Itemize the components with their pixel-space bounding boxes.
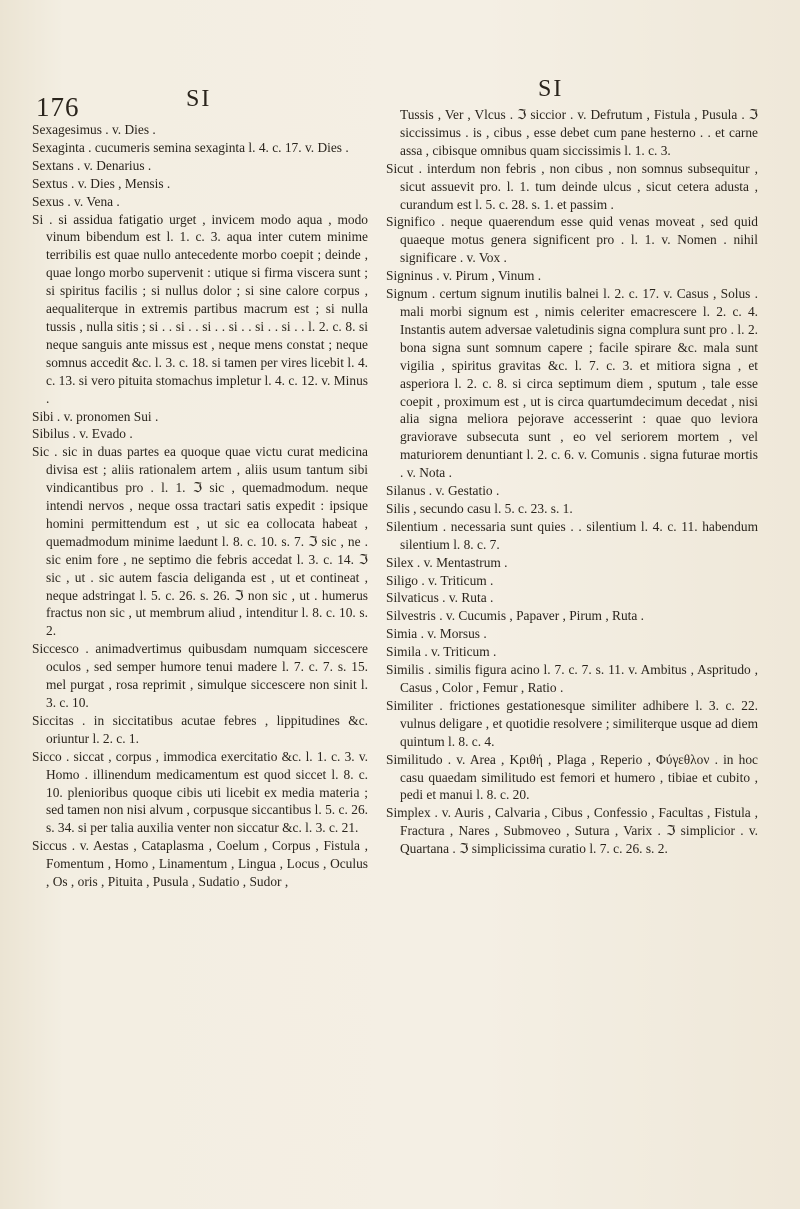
index-entry-simila: Simila . v. Triticum . — [386, 644, 497, 660]
index-entry-sic: Sic . sic in duas partes ea quoque quae victu curat medicina divisa est ; aliis rationalem artem , aliis usum tantum sibi vindicantibus pro . l. 1. ℑ sic , quemadmodum. neque intendi nervos , neque ossa tractari satis expedit : ipsique homini permittendum est , ut sic ea collocata habeat , quemadmodum minime laedunt l. 8. c. 10. s. 7. ℑ sic , ne . sic enim fore , ne septimo die febris accedat l. 3. c. 14. ℑ sic , ut . sic autem fascia deliganda est , ut et contineat , neque adstringat l. 5. c. 26. s. 26. ℑ non sic , ut . humerus fractus non sic , ut membrum aliud , intenditur l. 8. c. 10. s. 2. — [32, 444, 368, 639]
index-entry-similiter: Similiter . frictiones gestationesque similiter adhibere l. 3. c. 22. vulnus deligare , et quotidie resolvere ; similiterque usque ad diem quintum l. 8. c. 4. — [386, 697, 758, 749]
index-entry-sexus: Sexus . v. Vena . — [32, 193, 120, 209]
index-entry-silis: Silis , secundo casu l. 5. c. 23. s. 1. — [386, 500, 573, 516]
index-entry-silex: Silex . v. Mentastrum . — [386, 554, 508, 570]
running-head-left: SI — [186, 86, 212, 112]
index-entry-sicut: Sicut . interdum non febris , non cibus , non somnus subsequitur , sicut assuevit pro. l. 1. tum deinde ulcus , sicut cetera adusta , curandum est l. 5. c. 28. s. 1. et passim . — [386, 160, 758, 212]
index-entry-significo: Significo . neque quaerendum esse quid venas moveat , sed quid quaeque motus genera significent pro . l. 1. v. Nomen . nihil significare . v. Vox . — [386, 214, 758, 266]
index-entry-silanus: Silanus . v. Gestatio . — [386, 483, 500, 499]
index-entry-similis: Similis . similis figura acino l. 7. c. 7. s. 11. v. Ambitus , Aspritudo , Casus , Color , Femur , Ratio . — [386, 662, 758, 695]
index-entry-similitudo: Similitudo . v. Area , Κριθή , Plaga , Reperio , Φύγεθλον . in hoc casu quaedam similitudo est femori et humero , tibiae et cubito , pedi et manui l. 8. c. 20. — [386, 751, 758, 803]
left-column — [32, 121, 368, 891]
running-head-right: SI — [538, 76, 564, 102]
index-entry-sicco: Sicco . siccat , corpus , immodica exercitatio &c. l. 1. c. 3. v. Homo . illinendum medicamentum est quod siccet l. 8. c. 10. plenioribus quoque cibis uti licebit ex media materia ; sed tamen non nisi alvum , corpusque siccantibus l. 5. c. 26. s. 34. si per talia auxilia venter non siccatur &c. l. 3. c. 21. — [32, 748, 368, 836]
index-entry-sibilus: Sibilus . v. Evado . — [32, 426, 133, 442]
index-entry-siccus: Siccus . v. Aestas , Cataplasma , Coelum , Corpus , Fistula , Fomentum , Homo , Linamentum , Lingua , Locus , Oculus , Os , oris , Pituita , Pusula , Sudatio , Sudor , — [32, 838, 368, 890]
index-entry-signinus: Signinus . v. Pirum , Vinum . — [386, 268, 542, 284]
index-entry-siligo: Siligo . v. Triticum . — [386, 572, 494, 588]
index-entry-sibi: Sibi . v. pronomen Sui . — [32, 408, 159, 424]
index-entry-siccus-continued: Tussis , Ver , Vlcus . ℑ siccior . v. Defrutum , Fistula , Pusula . ℑ siccissimus . is , cibus , esse debet cum pane hesterno . . et carne assa , cibisque omnibus quam siccissimis l. 1. c. 3. — [400, 107, 758, 158]
index-entry-simia: Simia . v. Morsus . — [386, 626, 487, 642]
index-entry-silentium: Silentium . necessaria sunt quies . . silentium l. 4. c. 11. habendum silentium l. 8. c. 7. — [386, 518, 758, 552]
page-number: 176 — [36, 92, 80, 122]
index-entry-sexagesimus: Sexagesimus . v. Dies . — [32, 122, 156, 137]
right-column — [386, 106, 758, 858]
index-entry-signum: Signum . certum signum inutilis balnei l. 2. c. 17. v. Casus , Solus . mali morbi signum est , nimis celeriter emacrescere l. 2. c. 4. Instantis autem adversae valetudinis signa complura sunt pro . l. 2. bona signa sunt somnum capere ; facile spirare &c. mala sunt vigilia , spiritus gravitas &c. l. 7. c. 3. et mitiora signa , et asperiora l. 2. c. 8. si circa septimum diem , sputum , tale esse coepit , proximum est , ut is circa quartumdecimum decedat , nisi alia signa meliora pejorave accesserint : quae quo leviora graviorave subsecuta sunt , eo vel seriorem mortem , vel maturiorem denuntiant l. 2. c. 6. v. Comunis . signa futurae mortis . v. Nota . — [386, 286, 758, 481]
index-entry-sextus: Sextus . v. Dies , Mensis . — [32, 175, 171, 191]
index-entry-siccitas: Siccitas . in siccitatibus acutae febres , lippitudines &c. oriuntur l. 2. c. 1. — [32, 712, 368, 746]
index-entry-sextans: Sextans . v. Denarius . — [32, 157, 152, 173]
index-entry-si: Si . si assidua fatigatio urget , invicem modo aqua , modo vinum bibendum est l. 1. c. 3. aqua inter cutem minime terribilis est quae nullo antecedente morbo coepit ; deinde , quae longo morbo supervenit : utique si firma viscera sunt ; si spiritus facilis ; si nullus dolor ; si sine calore corpus , aequaliterque in extremis partibus macrum est ; si nulla tussis , nulla sitis ; si . . si . . si . . si . . si . . si . . l. 2. c. 8. si neque sanguis ante missus est , neque mens constat ; neque somnus accedit &c. l. 3. c. 18. si tamen per vires licebit l. 4. c. 13. si vero pituita stomachus impletur l. 4. c. 12. v. Minus . — [32, 211, 368, 406]
index-entry-silvestris: Silvestris . v. Cucumis , Papaver , Pirum , Ruta . — [386, 608, 645, 624]
index-entry-simplex: Simplex . v. Auris , Calvaria , Cibus , Confessio , Facultas , Fistula , Fractura , Nares , Submoveo , Sutura , Varix . ℑ simplicior . v. Quartana . ℑ simplicissima curatio l. 7. c. 26. s. 2. — [386, 805, 758, 857]
index-entry-silvaticus: Silvaticus . v. Ruta . — [386, 590, 494, 606]
index-entry-siccesco: Siccesco . animadvertimus quibusdam numquam siccescere oculos , sed semper humore tenui madere l. 7. c. 7. s. 15. mel purgat , rosa reprimit , simulque siccescere non sinit l. 3. c. 10. — [32, 641, 368, 710]
index-entry-sexaginta: Sexaginta . cucumeris semina sexaginta l. 4. c. 17. v. Dies . — [32, 139, 349, 155]
